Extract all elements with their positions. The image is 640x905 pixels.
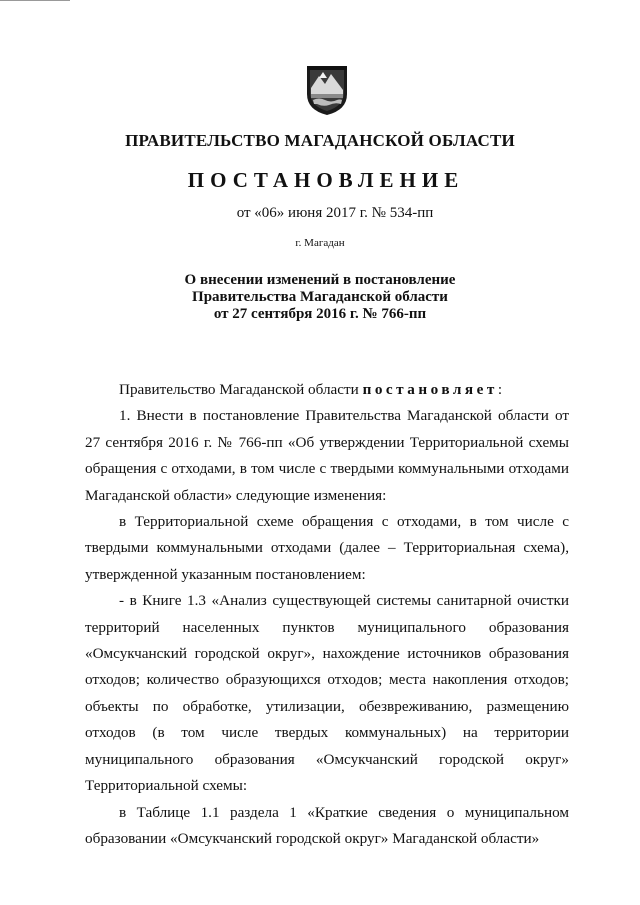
document-type: ПОСТАНОВЛЕНИЕ (187, 168, 465, 192)
paragraph-1: 1. Внести в постановление Правительства Магаданской области от 27 сентября 2016 г. № 766-пп «Об утверждении Территориальной схемы обращения с отходами, в том числе с твердыми коммунальными отходами Магаданской области» следующие изменения: (85, 407, 569, 504)
resolution-verb: постановляет (362, 381, 498, 398)
document-subject (0, 272, 640, 323)
coat-of-arms-emblem (305, 64, 349, 116)
paragraph-3: - в Книге 1.3 «Анализ существующей системы санитарной очистки территорий населенных пунктов муниципального образования «Омсукчанский городской округ», нахождение источников образования отходов; количество образующихся отходов; места накопления отходов; объекты по обработке, утилизации, обезвреживанию, размещению отходов (в том числе твердых коммунальных) на территории муниципального образования «Омсукчанский городской округ» Территориальной схемы: (85, 592, 569, 795)
paragraph-2: в Территориальной схеме обращения с отходами, в том числе с твердыми коммунальными отходами (далее – Территориальная схема), утвержденной указанным постановлением: (85, 513, 569, 583)
scan-edge-mark (0, 0, 70, 1)
document-body (85, 377, 569, 852)
document-date-number: от «06» июня 2017 г. № 534-пп (236, 205, 434, 221)
subject-line-2: Правительства Магаданской области (192, 289, 448, 305)
resolution-clause (85, 377, 569, 403)
subject-line-1: О внесении изменений в постановление (184, 272, 456, 288)
resolution-colon: : (497, 381, 503, 398)
resolution-lead: Правительство Магаданской области (119, 381, 363, 398)
document-city: г. Магадан (295, 237, 345, 249)
subject-line-3: от 27 сентября 2016 г. № 766-пп (213, 306, 427, 322)
government-name: ПРАВИТЕЛЬСТВО МАГАДАНСКОЙ ОБЛАСТИ (125, 131, 515, 150)
paragraph-4: в Таблице 1.1 раздела 1 «Краткие сведения о муниципальном образовании «Омсукчанский городской округ» Магаданской области» (85, 803, 569, 847)
